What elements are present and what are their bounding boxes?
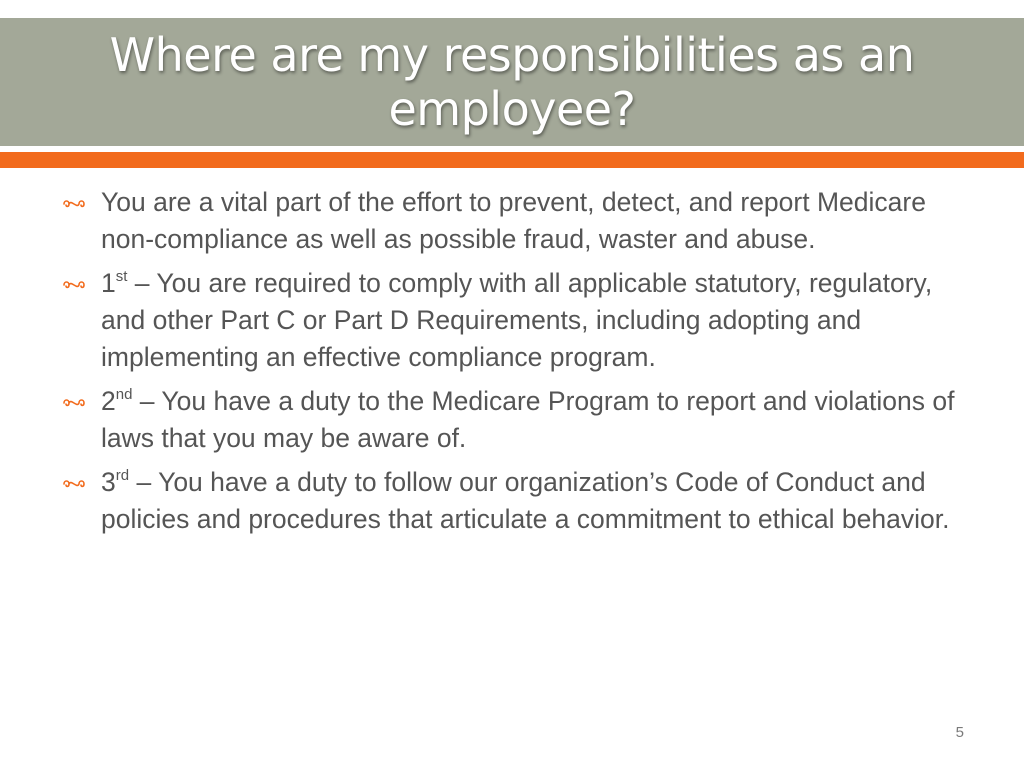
bullet-item xyxy=(60,464,970,538)
bullet-ordinal-number: 2 xyxy=(101,386,116,416)
ornament-scroll-icon xyxy=(62,477,86,489)
bullet-text: – You have a duty to the Medicare Program to report and violations of laws that you may be aware of. xyxy=(101,386,955,453)
bullet-text: You are a vital part of the effort to prevent, detect, and report Medicare non-compliance as well as possible fraud, waster and abuse. xyxy=(101,187,926,254)
ornament-scroll-icon xyxy=(62,278,86,290)
bullet-text: – You have a duty to follow our organization’s Code of Conduct and policies and procedures that articulate a commitment to ethical behavior. xyxy=(101,467,950,534)
page-number: 5 xyxy=(955,724,964,741)
bullet-ordinal-number: 1 xyxy=(101,268,116,298)
bullet-ordinal-suffix: st xyxy=(115,268,128,285)
bullet-list xyxy=(60,184,970,545)
ornament-scroll-icon xyxy=(62,396,86,408)
accent-rule xyxy=(0,152,1024,168)
title-band xyxy=(0,18,1024,146)
bullet-item xyxy=(60,383,970,457)
bullet-ordinal-suffix: nd xyxy=(115,386,133,403)
bullet-ordinal-suffix: rd xyxy=(115,467,130,484)
ornament-scroll-icon xyxy=(62,197,86,209)
bullet-ordinal-number: 3 xyxy=(101,467,116,497)
bullet-item xyxy=(60,265,970,376)
title-divider xyxy=(0,146,1024,150)
bullet-text: – You are required to comply with all applicable statutory, regulatory, and other Part C or Part D Requirements, including adopting and implementing an effective compliance program. xyxy=(101,268,933,372)
slide-title: Where are my responsibilities as an employee? xyxy=(109,28,915,136)
bullet-item xyxy=(60,184,970,258)
